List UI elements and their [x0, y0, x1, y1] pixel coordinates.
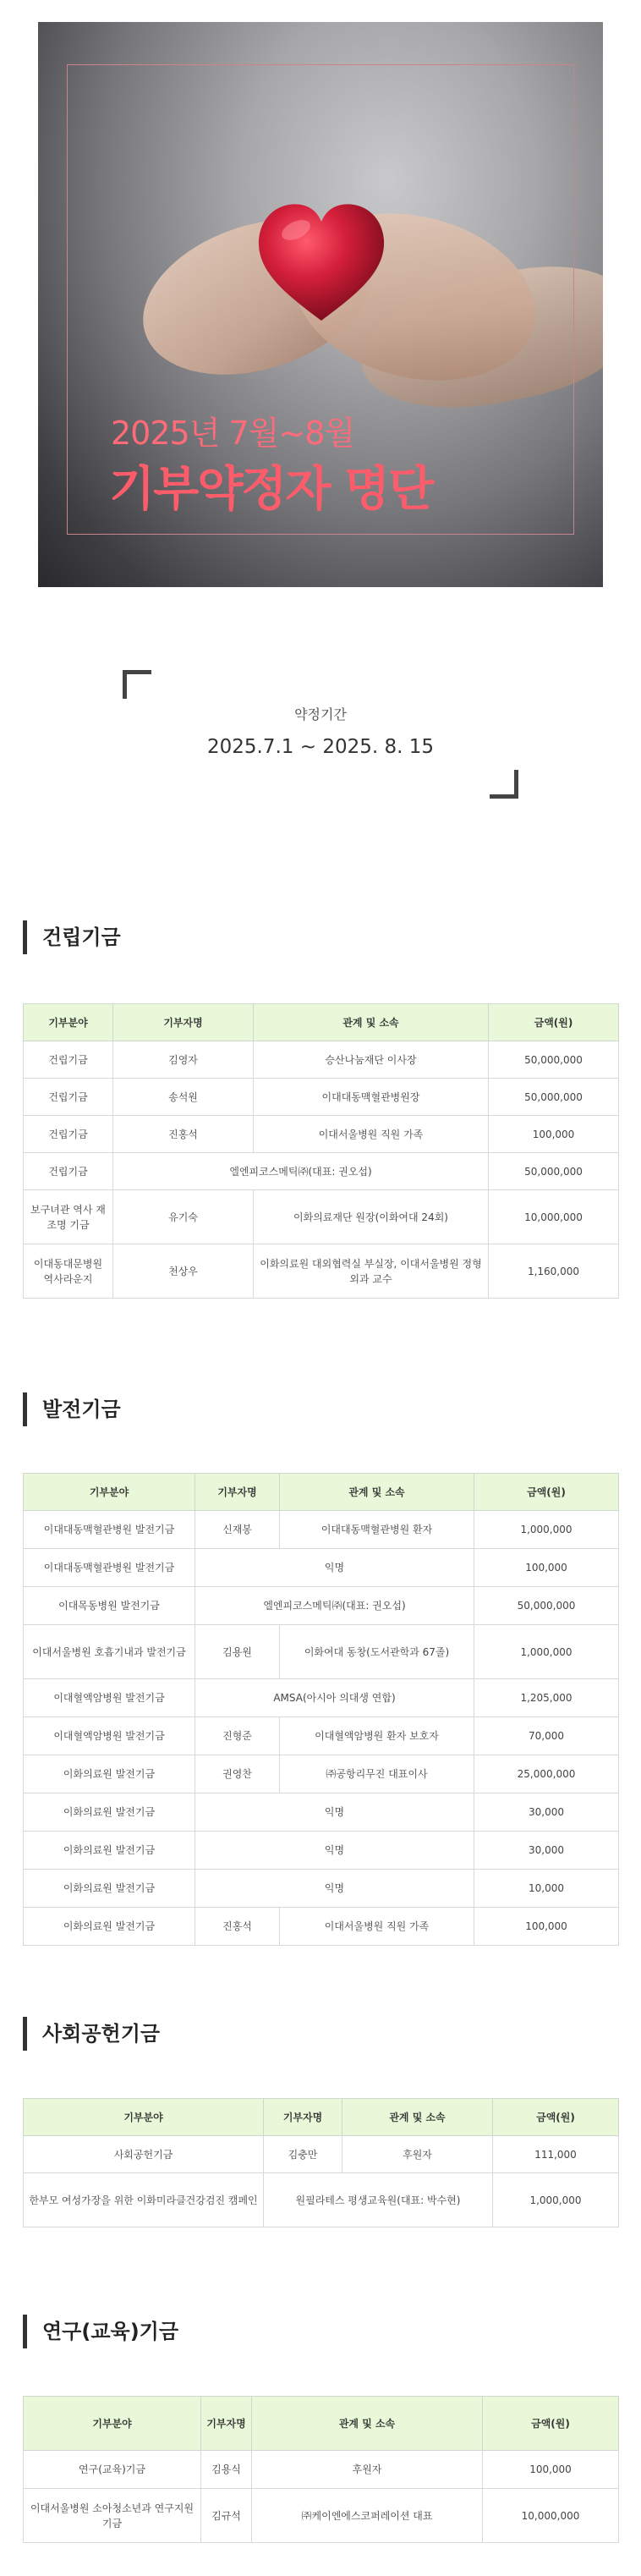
cell-amount: 100,000 — [474, 1908, 619, 1946]
cell-affiliation: AMSA(아시아 의대생 연합) — [195, 1679, 474, 1717]
section-title-research: 연구(교육)기금 — [23, 2315, 178, 2348]
cell-amount: 100,000 — [489, 1116, 619, 1153]
cell-field: 이대혈액암병원 발전기금 — [24, 1717, 195, 1755]
hero-main-title: 기부약정자 명단 — [109, 462, 433, 517]
cell-amount: 50,000,000 — [489, 1153, 619, 1190]
cell-donor: 진홍석 — [113, 1116, 254, 1153]
cell-donor: 김규석 — [201, 2489, 252, 2543]
cell-amount: 100,000 — [474, 1549, 619, 1587]
header-affiliation: 관계 및 소속 — [252, 2397, 483, 2451]
cell-field: 이화의료원 발전기금 — [24, 1870, 195, 1908]
table-row — [24, 1116, 619, 1153]
cell-donor: 진형준 — [195, 1717, 280, 1755]
table-row — [24, 1870, 619, 1908]
development-fund-table — [23, 1473, 619, 1946]
section-title-social-contribution: 사회공헌기금 — [23, 2017, 160, 2051]
table-row — [24, 1679, 619, 1717]
section-title-construction: 건립기금 — [23, 920, 121, 954]
corner-bracket-top-left — [123, 670, 151, 699]
header-affiliation: 관계 및 소속 — [342, 2099, 493, 2136]
cell-donor: 진홍석 — [195, 1908, 280, 1946]
cell-donor: 천상우 — [113, 1244, 254, 1299]
header-donor: 기부자명 — [195, 1474, 280, 1511]
table-row — [24, 1793, 619, 1832]
cell-amount: 1,000,000 — [474, 1625, 619, 1679]
cell-affiliation: 이화여대 동창(도서관학과 67졸) — [280, 1625, 474, 1679]
cell-affiliation: 이대서울병원 직원 가족 — [254, 1116, 489, 1153]
cell-affiliation: 익명 — [195, 1549, 474, 1587]
cell-amount: 50,000,000 — [489, 1041, 619, 1079]
cell-amount: 111,000 — [493, 2136, 619, 2173]
cell-field: 한부모 여성가장을 위한 이화미라클건강검진 캠페인 — [24, 2173, 264, 2227]
header-affiliation: 관계 및 소속 — [254, 1004, 489, 1041]
header-donor: 기부자명 — [264, 2099, 342, 2136]
header-amount: 금액(원) — [474, 1474, 619, 1511]
cell-field: 이대대동맥혈관병원 발전기금 — [24, 1511, 195, 1549]
header-amount: 금액(원) — [493, 2099, 619, 2136]
table-row — [24, 1190, 619, 1244]
cell-donor: 유기숙 — [113, 1190, 254, 1244]
cell-field: 사회공헌기금 — [24, 2136, 264, 2173]
cell-amount: 50,000,000 — [489, 1079, 619, 1116]
table-row — [24, 1244, 619, 1299]
table-row — [24, 1908, 619, 1946]
cell-amount: 1,000,000 — [493, 2173, 619, 2227]
header-field: 기부분야 — [24, 2099, 264, 2136]
cell-amount: 1,205,000 — [474, 1679, 619, 1717]
cell-amount: 25,000,000 — [474, 1755, 619, 1793]
cell-donor: 김영자 — [113, 1041, 254, 1079]
hero-banner — [38, 22, 603, 587]
cell-field: 이화의료원 발전기금 — [24, 1832, 195, 1870]
table-row — [24, 1587, 619, 1625]
cell-donor: 김용식 — [201, 2451, 252, 2489]
cell-field: 건립기금 — [24, 1153, 113, 1190]
cell-field: 건립기금 — [24, 1041, 113, 1079]
cell-affiliation: 엘엔피코스메틱㈜(대표: 권오섭) — [195, 1587, 474, 1625]
cell-affiliation: 이대대동맥혈관병원장 — [254, 1079, 489, 1116]
pledge-period-range: 2025.7.1 ~ 2025. 8. 15 — [207, 736, 434, 758]
social-contribution-fund-table — [23, 2098, 619, 2227]
pledge-period-label: 약정기간 — [294, 706, 347, 722]
cell-affiliation: 이화의료재단 원장(이화여대 24회) — [254, 1190, 489, 1244]
cell-affiliation: 후원자 — [252, 2451, 483, 2489]
cell-amount: 10,000,000 — [489, 1190, 619, 1244]
cell-affiliation: 익명 — [195, 1793, 474, 1832]
cell-field: 이화의료원 발전기금 — [24, 1755, 195, 1793]
cell-amount: 50,000,000 — [474, 1587, 619, 1625]
cell-affiliation: ㈜케이엔에스코퍼레이션 대표 — [252, 2489, 483, 2543]
table-row — [24, 1549, 619, 1587]
cell-affiliation: 엘엔피코스메틱㈜(대표: 권오섭) — [113, 1153, 489, 1190]
corner-bracket-bottom-right — [490, 770, 518, 799]
cell-field: 보구녀관 역사 재조명 기금 — [24, 1190, 113, 1244]
cell-amount: 1,000,000 — [474, 1511, 619, 1549]
cell-affiliation: 이대혈액암병원 환자 보호자 — [280, 1717, 474, 1755]
table-row — [24, 1755, 619, 1793]
table-row — [24, 2489, 619, 2543]
table-row — [24, 1832, 619, 1870]
header-amount: 금액(원) — [489, 1004, 619, 1041]
header-donor: 기부자명 — [201, 2397, 252, 2451]
cell-field: 이대대동맥혈관병원 발전기금 — [24, 1549, 195, 1587]
table-row — [24, 1041, 619, 1079]
cell-donor: 김용원 — [195, 1625, 280, 1679]
hero-period-title: 2025년 7월~8월 — [111, 415, 355, 452]
construction-fund-table — [23, 1003, 619, 1299]
cell-affiliation: 익명 — [195, 1870, 474, 1908]
cell-amount: 10,000 — [474, 1870, 619, 1908]
cell-field: 이대서울병원 소아청소년과 연구지원 기금 — [24, 2489, 201, 2543]
cell-field: 이대동대문병원 역사라운지 — [24, 1244, 113, 1299]
cell-affiliation: 승산나눔재단 이사장 — [254, 1041, 489, 1079]
cell-amount: 10,000,000 — [483, 2489, 619, 2543]
table-header-row — [24, 2397, 619, 2451]
pledge-period-box — [123, 670, 518, 799]
cell-affiliation: 이대대동맥혈관병원 환자 — [280, 1511, 474, 1549]
table-row — [24, 2136, 619, 2173]
cell-amount: 30,000 — [474, 1832, 619, 1870]
cell-amount: 30,000 — [474, 1793, 619, 1832]
cell-amount: 100,000 — [483, 2451, 619, 2489]
header-field: 기부분야 — [24, 1474, 195, 1511]
table-row — [24, 1717, 619, 1755]
cell-affiliation: 이대서울병원 직원 가족 — [280, 1908, 474, 1946]
table-row — [24, 1625, 619, 1679]
table-header-row — [24, 1004, 619, 1041]
cell-amount: 70,000 — [474, 1717, 619, 1755]
cell-amount: 1,160,000 — [489, 1244, 619, 1299]
cell-donor: 김충만 — [264, 2136, 342, 2173]
research-fund-table — [23, 2396, 619, 2543]
cell-donor: 송석원 — [113, 1079, 254, 1116]
header-donor: 기부자명 — [113, 1004, 254, 1041]
cell-field: 건립기금 — [24, 1116, 113, 1153]
cell-field: 연구(교육)기금 — [24, 2451, 201, 2489]
section-title-development: 발전기금 — [23, 1392, 121, 1426]
cell-field: 이대혈액암병원 발전기금 — [24, 1679, 195, 1717]
table-row — [24, 1153, 619, 1190]
cell-donor: 신재봉 — [195, 1511, 280, 1549]
cell-field: 이화의료원 발전기금 — [24, 1793, 195, 1832]
cell-donor: 권영찬 — [195, 1755, 280, 1793]
cell-field: 건립기금 — [24, 1079, 113, 1116]
cell-affiliation: 익명 — [195, 1832, 474, 1870]
table-header-row — [24, 1474, 619, 1511]
header-affiliation: 관계 및 소속 — [280, 1474, 474, 1511]
cell-affiliation: 이화의료원 대외협력실 부실장, 이대서울병원 정형외과 교수 — [254, 1244, 489, 1299]
table-header-row — [24, 2099, 619, 2136]
cell-affiliation: 후원자 — [342, 2136, 493, 2173]
cell-affiliation: 원필라테스 평생교육원(대표: 박수현) — [264, 2173, 493, 2227]
table-row — [24, 2451, 619, 2489]
table-row — [24, 1079, 619, 1116]
header-field: 기부분야 — [24, 2397, 201, 2451]
header-field: 기부분야 — [24, 1004, 113, 1041]
cell-affiliation: ㈜공항리무진 대표이사 — [280, 1755, 474, 1793]
cell-field: 이화의료원 발전기금 — [24, 1908, 195, 1946]
header-amount: 금액(원) — [483, 2397, 619, 2451]
table-row — [24, 2173, 619, 2227]
cell-field: 이대서울병원 호흡기내과 발전기금 — [24, 1625, 195, 1679]
table-row — [24, 1511, 619, 1549]
cell-field: 이대목동병원 발전기금 — [24, 1587, 195, 1625]
